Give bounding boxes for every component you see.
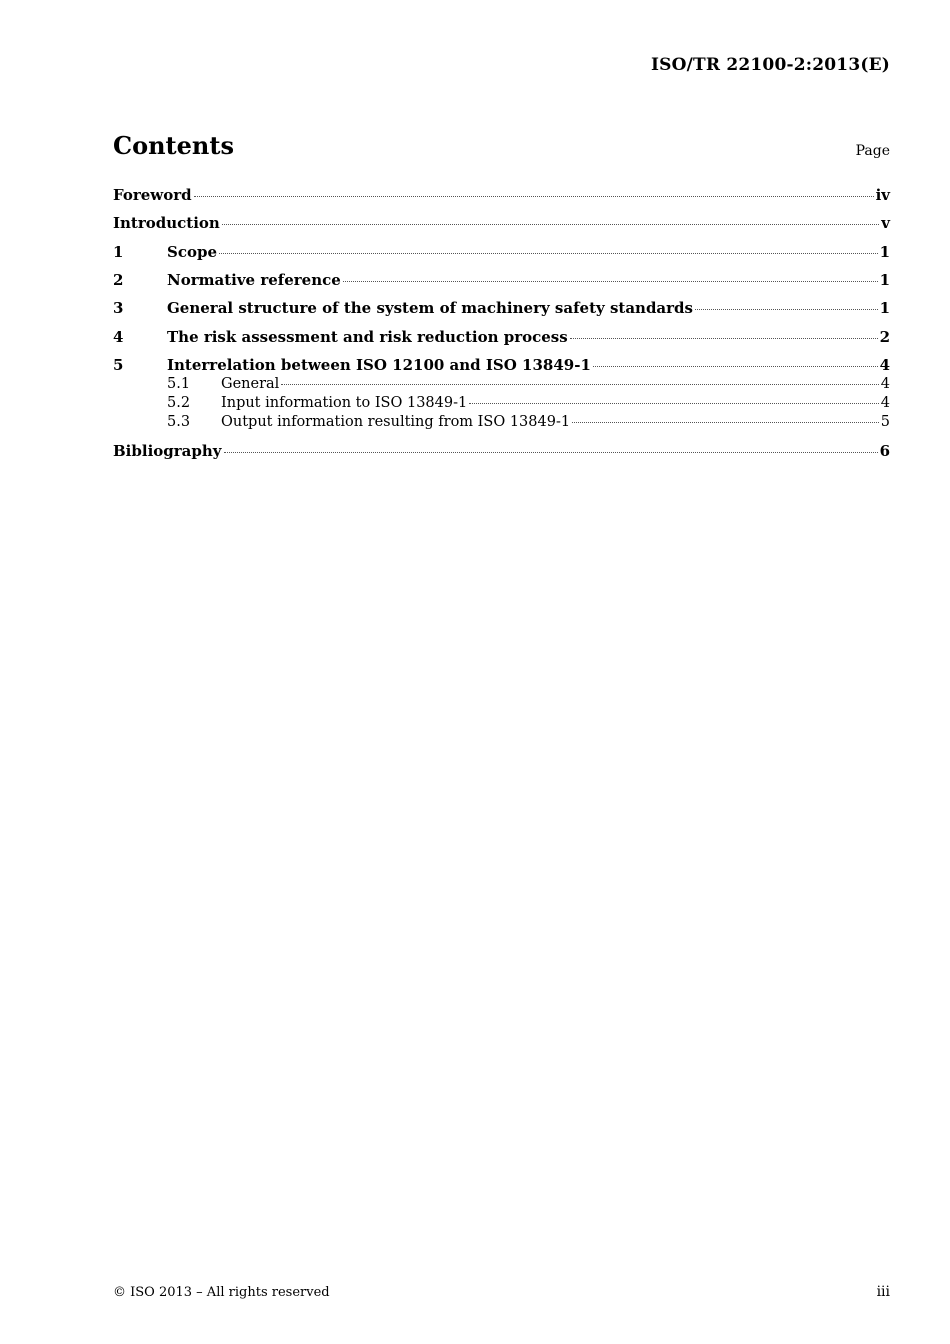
toc-entry-title: Scope xyxy=(167,243,218,261)
toc-entry-page: 6 xyxy=(879,442,890,460)
toc-entry-title: General structure of the system of machinery safety standards xyxy=(167,299,693,317)
dot-leader xyxy=(343,281,878,282)
toc-entry-number: 5 xyxy=(113,356,124,374)
document-id: ISO/TR 22100-2:2013(E) xyxy=(650,55,890,75)
toc-entry-general-structure[interactable] xyxy=(113,299,890,317)
dot-leader xyxy=(224,452,878,453)
toc-entry-title: Interrelation between ISO 12100 and ISO 13849-1 xyxy=(167,356,591,374)
toc-entry-page: 4 xyxy=(880,395,890,411)
toc-entry-foreword[interactable] xyxy=(113,186,890,204)
dot-leader xyxy=(695,309,878,310)
toc-entry-introduction[interactable] xyxy=(113,214,890,232)
toc-entry-page: 2 xyxy=(879,328,890,346)
toc-entry-page: iv xyxy=(875,186,890,204)
dot-leader xyxy=(194,196,874,197)
dot-leader xyxy=(593,366,878,367)
toc-entry-page: 4 xyxy=(880,376,890,392)
toc-entry-number: 3 xyxy=(113,299,124,317)
toc-entry-page: 1 xyxy=(879,243,890,261)
toc-entry-bibliography[interactable] xyxy=(113,442,890,460)
toc-entry-title: Bibliography xyxy=(113,442,222,460)
toc-entry-title: Normative reference xyxy=(167,271,341,289)
toc-entry-page: 1 xyxy=(879,271,890,289)
toc-entry-page: v xyxy=(881,214,890,232)
toc-entry-title: Input information to ISO 13849-1 xyxy=(221,395,468,411)
toc-entry-page: 5 xyxy=(880,414,890,430)
toc-entry-5-3-output[interactable] xyxy=(113,414,890,430)
toc-entry-number: 1 xyxy=(113,243,124,261)
toc-entry-5-2-input[interactable] xyxy=(113,395,890,411)
toc-entry-title: The risk assessment and risk reduction process xyxy=(167,328,568,346)
toc-entry-normative-reference[interactable] xyxy=(113,271,890,289)
toc-entry-risk-assessment[interactable] xyxy=(113,328,890,346)
toc-entry-title: Foreword xyxy=(113,186,192,204)
toc-entry-page: 1 xyxy=(879,299,890,317)
toc-entry-interrelation[interactable] xyxy=(113,356,890,374)
dot-leader xyxy=(570,338,878,339)
dot-leader xyxy=(281,384,878,385)
toc-entry-number: 5.1 xyxy=(167,376,191,392)
page-column-label: Page xyxy=(855,143,890,159)
dot-leader xyxy=(222,224,879,225)
page-number: iii xyxy=(876,1284,890,1300)
toc-entry-title: Introduction xyxy=(113,214,220,232)
toc-entry-5-1-general[interactable] xyxy=(113,376,890,392)
toc-entry-number: 5.3 xyxy=(167,414,191,430)
dot-leader xyxy=(572,422,879,423)
dot-leader xyxy=(219,253,878,254)
toc-entry-title: General xyxy=(221,376,280,392)
toc-entry-scope[interactable] xyxy=(113,243,890,261)
contents-heading: Contents xyxy=(113,131,234,160)
copyright-notice: © ISO 2013 – All rights reserved xyxy=(113,1285,330,1300)
toc-entry-page: 4 xyxy=(879,356,890,374)
toc-entry-number: 2 xyxy=(113,271,124,289)
toc-entry-number: 4 xyxy=(113,328,124,346)
toc-entry-number: 5.2 xyxy=(167,395,191,411)
dot-leader xyxy=(469,403,879,404)
toc-entry-title: Output information resulting from ISO 13849-1 xyxy=(221,414,571,430)
